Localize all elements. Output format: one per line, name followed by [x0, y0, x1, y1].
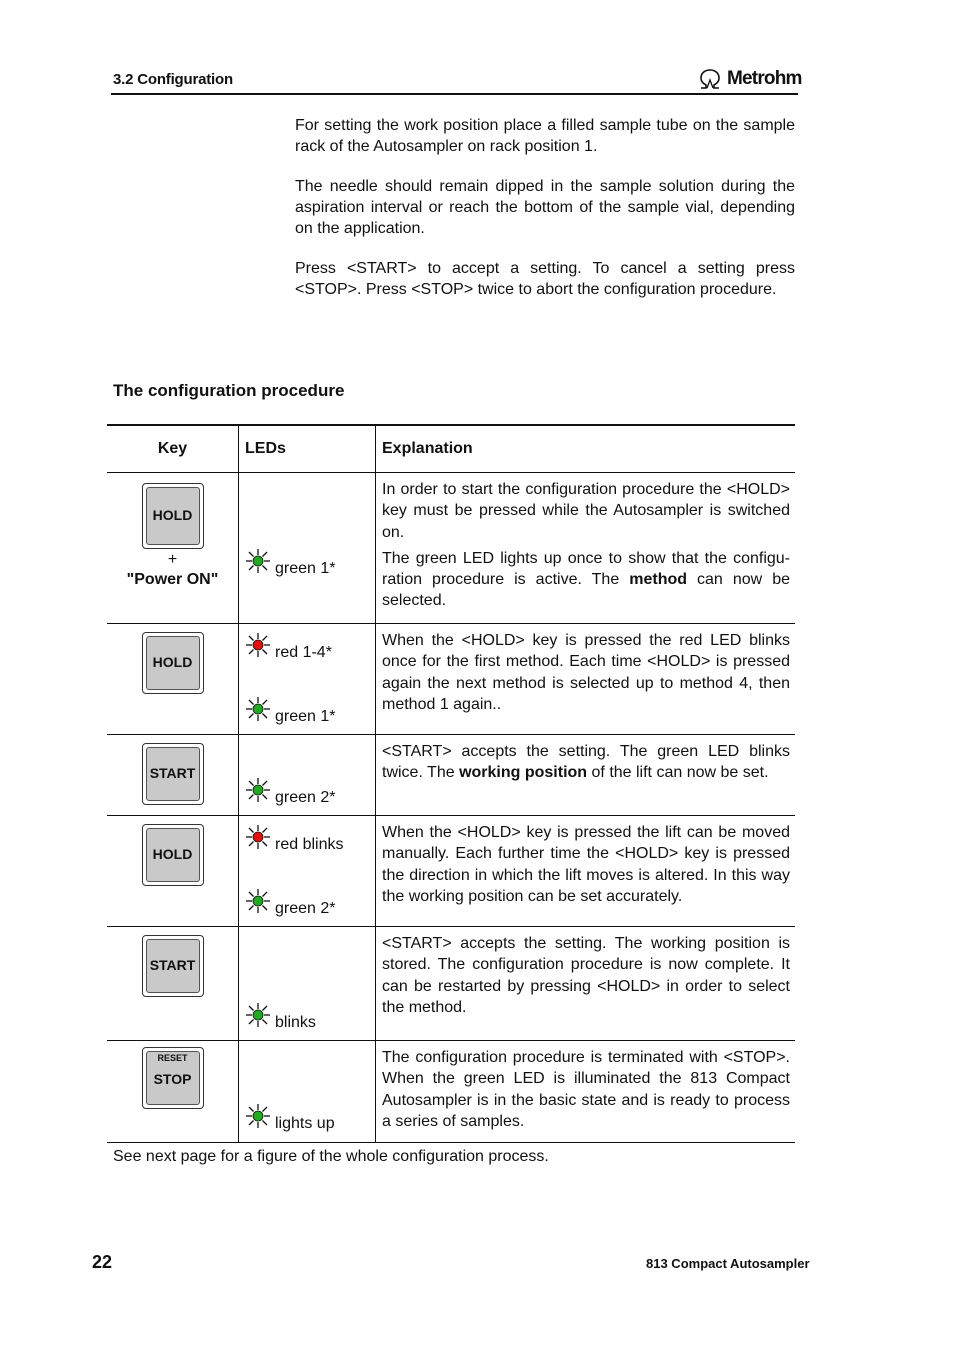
explanation-text [382, 741, 790, 784]
led-label: green 2* [275, 900, 336, 917]
key-cell [107, 816, 239, 927]
key-cell [107, 473, 239, 624]
led-indicator-icon [245, 777, 271, 803]
configuration-table [107, 424, 795, 1143]
leds-cell [239, 927, 376, 1041]
brand-name: Metrohm [727, 68, 802, 89]
led-indicator-icon [245, 1103, 271, 1129]
explanation-text: When the <HOLD> key is pressed the red LED blinks once for the first method. Each time <HOLD> is pressed again the next method is selected up to method 4, then method 1 again.. [382, 632, 790, 713]
key-label: STOP [146, 1051, 200, 1105]
power-on-label: "Power ON" [126, 571, 219, 588]
col-header-leds: LEDs [239, 425, 376, 473]
table-row [107, 1041, 795, 1143]
explanation-segment: <START> accepts the setting. The green LED blinks twice. The [382, 743, 790, 782]
table-row [107, 735, 795, 816]
led-indicator [245, 824, 344, 853]
explanation-cell [376, 624, 796, 735]
key-stop-button [142, 1047, 204, 1109]
explanation-cell [376, 1041, 796, 1143]
page-number: 22 [92, 1252, 113, 1272]
leds-cell [239, 624, 376, 735]
key-label: HOLD [146, 828, 200, 882]
led-indicator-icon [245, 888, 271, 914]
explanation-segment: The green LED lights up once to show that the configuration procedure is active. The [382, 549, 790, 589]
led-indicator [245, 1103, 335, 1132]
brand-logo [697, 66, 802, 92]
footnote: See next page for a figure of the whole configuration process. [113, 1148, 549, 1165]
leds-cell [239, 816, 376, 927]
col-header-explanation: Explanation [376, 425, 796, 473]
table-row [107, 624, 795, 735]
key-label: HOLD [146, 636, 200, 690]
led-label: green 1* [275, 560, 336, 577]
explanation-text: <START> accepts the setting. The working position is stored. The configuration procedure is now complete. It can be restarted by pressing <HOLD> in order to select the method. [382, 935, 790, 1016]
key-hold-button [142, 632, 204, 694]
led-indicator [245, 777, 336, 806]
key-cell [107, 1041, 239, 1143]
key-hold-button [142, 824, 204, 886]
intro-paragraph: Press <START> to accept a setting. To cancel a setting press <STOP>. Press <STOP> twice to abort the configuration procedure. [295, 260, 795, 298]
explanation-segment: of the lift can now be set. [587, 764, 769, 782]
led-indicator [245, 696, 336, 725]
led-indicator [245, 548, 336, 577]
led-indicator-icon [245, 548, 271, 574]
key-hold-button [142, 483, 204, 549]
led-indicator-icon [245, 824, 271, 850]
key-cell [107, 927, 239, 1041]
key-label: HOLD [146, 487, 200, 545]
led-label: lights up [275, 1115, 335, 1132]
key-cell [107, 735, 239, 816]
metrohm-omega-icon [697, 68, 723, 90]
explanation-text: When the <HOLD> key is pressed the lift can be moved manually. Each further time the <HOLD> key is pressed the direction in which the lift moves is altered. In this way the working position can be set accurately. [382, 824, 790, 905]
explanation-text: In order to start the configuration procedure the <HOLD> key must be pressed while the Autosampler is switched on. [382, 481, 790, 541]
key-start-button [142, 743, 204, 805]
led-indicator-icon [245, 1002, 271, 1028]
led-indicator-icon [245, 696, 271, 722]
key-cell [107, 624, 239, 735]
key-label: START [146, 747, 200, 801]
key-sub-label: RESET [157, 1053, 188, 1063]
key-label: START [146, 939, 200, 993]
table-row [107, 927, 795, 1041]
led-indicator [245, 888, 336, 917]
led-indicator-icon [245, 632, 271, 658]
table-row [107, 473, 795, 624]
product-name: 813 Compact Autosampler [646, 1256, 810, 1271]
explanation-cell [376, 927, 796, 1041]
explanation-segment: can now be selected. [382, 571, 791, 610]
key-start-button [142, 935, 204, 997]
explanation-cell [376, 735, 796, 816]
section-title: The configuration procedure [113, 381, 345, 400]
leds-cell [239, 473, 376, 624]
table-row [107, 816, 795, 927]
emphasis-term: method [629, 571, 688, 589]
led-indicator [245, 1002, 316, 1031]
plus-sign: + [167, 551, 178, 568]
header-rule [111, 93, 798, 95]
led-label: blinks [275, 1014, 316, 1031]
explanation-cell [376, 816, 796, 927]
led-label: red 1-4* [275, 644, 332, 661]
leds-cell [239, 735, 376, 816]
led-label: green 1* [275, 708, 336, 725]
led-indicator [245, 632, 332, 661]
leds-cell [239, 1041, 376, 1143]
table-header-row [107, 425, 795, 473]
explanation-cell [376, 473, 796, 624]
section-header: 3.2 Configuration [113, 71, 233, 88]
col-header-key: Key [107, 425, 239, 473]
intro-paragraph: The needle should remain dipped in the sample solution during the aspiration interval or reach the bottom of the sample vial, depending on the application. [295, 178, 795, 237]
intro-paragraph: For setting the work position place a filled sample tube on the sample rack of the Autosampler on rack position 1. [295, 117, 795, 155]
explanation-text [382, 548, 790, 612]
emphasis-term: working position [459, 764, 588, 782]
led-label: green 2* [275, 789, 336, 806]
explanation-text: The configuration procedure is terminated with <STOP>. When the green LED is illuminated the 813 Compact Autosampler is in the basic state and is ready to process a series of samples. [382, 1049, 790, 1130]
led-label: red blinks [275, 836, 344, 853]
